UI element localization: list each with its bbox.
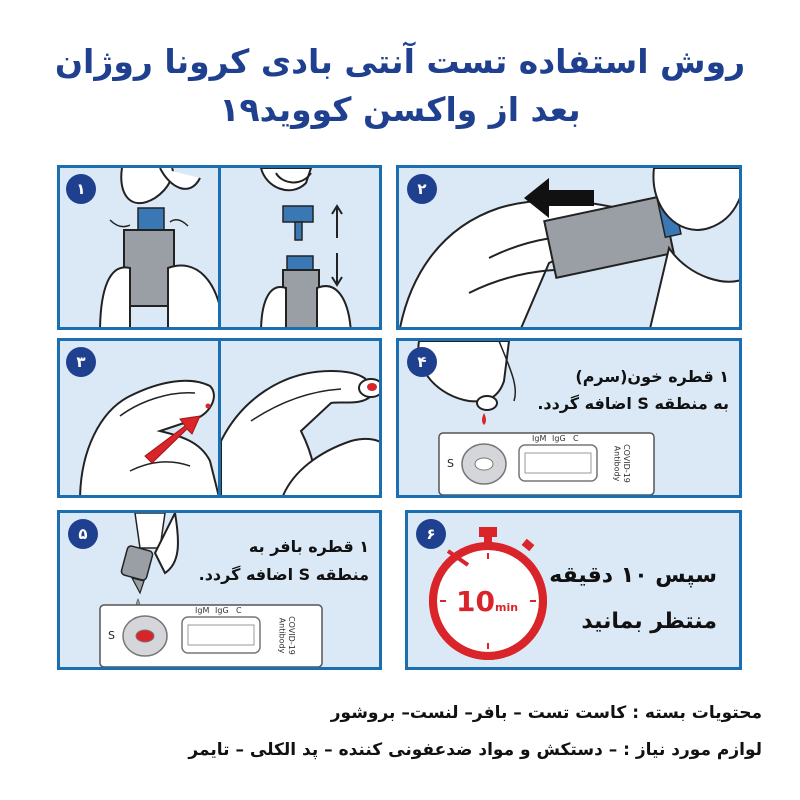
step1-panel-right	[218, 165, 382, 330]
step1-illustration-lift	[221, 168, 382, 330]
step2-number-badge: ۲	[407, 174, 437, 204]
step3-illustration-squeeze	[221, 341, 382, 498]
timer-value: 10	[456, 585, 495, 618]
page-title-line2: بعد از واکسن کووید۱۹	[219, 90, 581, 129]
step5-instruction-line1: ۱ قطره بافر به	[248, 537, 369, 556]
step6-instruction-line1: سپس ۱۰ دقیقه	[549, 563, 717, 588]
required-items-text: لوازم مورد نیاز : – دستکش و مواد ضدعفونی کننده – پد الکلی – تایمر	[188, 740, 762, 760]
step3-number-badge: ۳	[66, 347, 96, 377]
step1-number-badge: ۱	[66, 174, 96, 204]
package-contents-text: محتویات بسته : کاست تست – بافر– لنست– بروشور	[330, 703, 762, 723]
step3-panel-right	[218, 338, 382, 498]
step5-number-badge: ۵	[68, 519, 98, 549]
cassette-s-label: S	[108, 629, 115, 642]
step4-illustration	[399, 341, 742, 498]
cassette-s-label: S	[447, 457, 454, 470]
step2-panel	[396, 165, 742, 330]
cassette-igm-label: IgM	[532, 434, 547, 443]
cassette-igg-label: IgG	[215, 606, 229, 615]
step5-instruction-line2: منطقه S اضافه گردد.	[198, 565, 369, 584]
step6-instruction-line2: منتظر بمانید	[581, 609, 717, 634]
step3-panel-left	[57, 338, 221, 498]
step4-number-badge: ۴	[407, 347, 437, 377]
step6-panel	[405, 510, 742, 670]
cassette-name-line1: COVID-19	[621, 444, 631, 483]
page-title-line1: روش استفاده تست آنتی بادی کرونا روژان	[54, 42, 746, 81]
step4-instruction-line1: ۱ قطره خون(سرم)	[575, 367, 729, 386]
step6-number-badge: ۶	[416, 519, 446, 549]
step4-panel	[396, 338, 742, 498]
step2-illustration	[399, 168, 742, 330]
cassette-c-label: C	[236, 606, 242, 615]
cassette-c-label: C	[573, 434, 579, 443]
timer-unit: min	[495, 601, 519, 614]
step1-panel-left	[57, 165, 221, 330]
cassette-name-line2: Antibody	[612, 445, 622, 482]
cassette-igm-label: IgM	[195, 606, 210, 615]
cassette-name-line1: COVID-19	[286, 616, 296, 655]
cassette-igg-label: IgG	[552, 434, 566, 443]
step5-panel	[57, 510, 382, 670]
step4-instruction-line2: به منطقه S اضافه گردد.	[537, 394, 729, 413]
cassette-name-line2: Antibody	[277, 617, 287, 654]
